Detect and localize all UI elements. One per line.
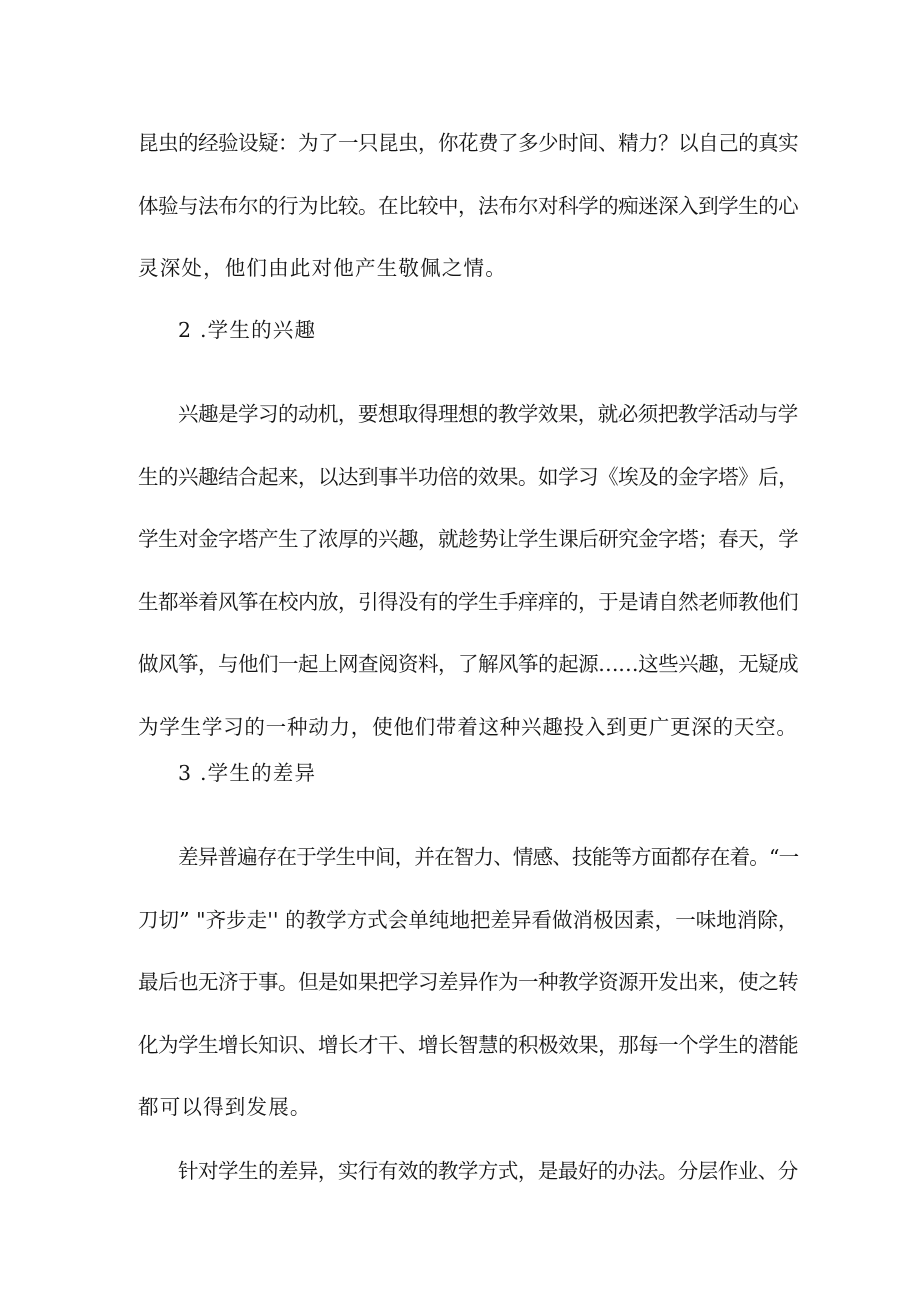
text-line: 刀切” "齐步走'' 的教学方式会单纯地把差异看做消极因素，一味地消除，: [138, 907, 799, 932]
text-line: 生都举着风筝在校内放，引得没有的学生手痒痒的，于是请自然老师教他们: [138, 589, 799, 614]
text-line: 都可以得到发展。: [138, 1095, 312, 1119]
paragraph-student-differences: [138, 826, 798, 1139]
text-line: 体验与法布尔的行为比较。在比较中，法布尔对科学的痴迷深入到学生的心: [138, 193, 799, 218]
section-heading-interest: 2 .学生的兴趣: [178, 318, 317, 342]
paragraph-teaching-methods: [138, 1140, 798, 1203]
paragraph-insect-experience: [138, 112, 798, 300]
text-line: 学生对金字塔产生了浓厚的兴趣，就趁势让学生课后研究金字塔；春天，学: [138, 527, 799, 551]
text-line: 差异普遍存在于学生中间，并在智力、情感、技能等方面都存在着。“一: [178, 845, 799, 869]
section-heading-differences: 3 .学生的差异: [178, 761, 317, 785]
text-line: 生的兴趣结合起来，以达到事半功倍的效果。如学习《埃及的金字塔》后，: [138, 464, 799, 489]
text-line: 做风筝，与他们一起上网查阅资料，了解风筝的起源……这些兴趣，无疑成: [138, 652, 799, 676]
text-line: 最后也无济于事。但是如果把学习差异作为一种教学资源开发出来，使之转: [138, 970, 799, 994]
paragraph-student-interest: [138, 383, 798, 758]
text-line: 化为学生增长知识、增长才干、增长智慧的积极效果，那每一个学生的潜能: [138, 1032, 799, 1057]
text-line: 为学生学习的一种动力，使他们带着这种兴趣投入到更广更深的天空。: [138, 714, 798, 739]
text-line: 针对学生的差异，实行有效的教学方式，是最好的办法。分层作业、分: [178, 1159, 798, 1183]
text-line: 兴趣是学习的动机，要想取得理想的教学效果，就必须把教学活动与学: [178, 402, 798, 426]
text-line: 灵深处，他们由此对他产生敬佩之情。: [138, 256, 507, 280]
text-line: 昆虫的经验设疑：为了一只昆虫，你花费了多少时间、精力？以自己的真实: [138, 131, 799, 155]
